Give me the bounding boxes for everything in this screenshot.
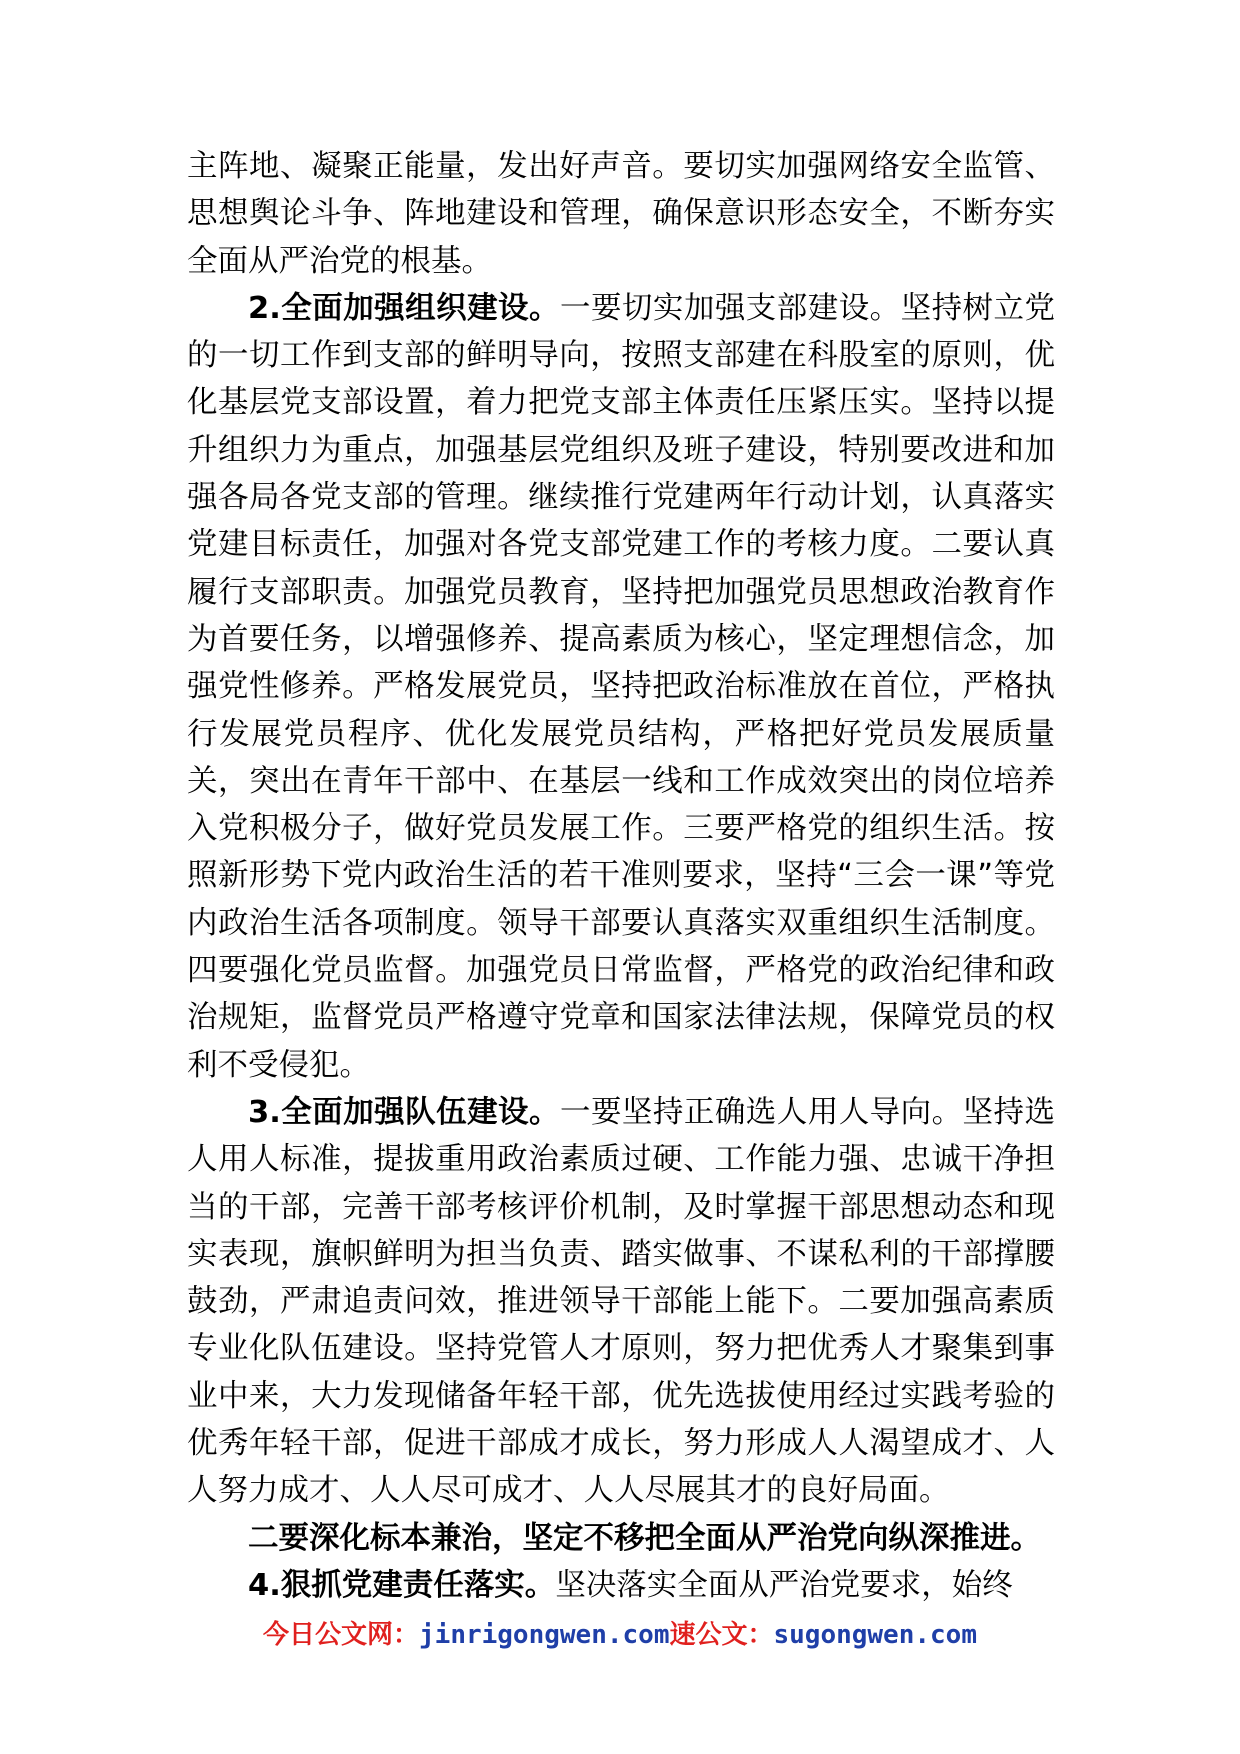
section-3-heading: 3.全面加强队伍建设。 <box>248 1094 560 1130</box>
paragraph-continuation: 主阵地、凝聚正能量，发出好声音。要切实加强网络安全监管、思想舆论斗争、阵地建设和管理，确保意识形态安全，不断夯实全面从严治党的根基。 <box>187 149 1055 279</box>
section-2-heading: 2.全面加强组织建设。 <box>248 290 560 326</box>
paragraph-section-3 <box>187 1089 1055 1515</box>
paragraph-section-4 <box>187 1562 1055 1609</box>
section-4-body: 坚决落实全面从严治党要求，始终 <box>555 1567 1013 1603</box>
document-body <box>187 143 1055 1609</box>
paragraph-section-2 <box>187 285 1055 1089</box>
footer-watermark <box>0 1614 1240 1651</box>
section-4-heading: 4.狠抓党建责任落实。 <box>248 1567 556 1603</box>
footer-site2-name: 速公文： <box>669 1620 774 1650</box>
section-2-body: 一要切实加强支部建设。坚持树立党的一切工作到支部的鲜明导向，按照支部建在科股室的原则，优化基层党支部设置，着力把党支部主体责任压紧压实。坚持以提升组织力为重点，加强基层党组织及班子建设，特别要改进和加强各局各党支部的管理。继续推行党建两年行动计划，认真落实党建目标责任，加强对各党支部党建工作的考核力度。二要认真履行支部职责。加强党员教育，坚持把加强党员思想政治教育作为首要任务，以增强修养、提高素质为核心，坚定理想信念，加强党性修养。严格发展党员，坚持把政治标准放在首位，严格执行发展党员程序、优化发展党员结构，严格把好党员发展质量关，突出在青年干部中、在基层一线和工作成效突出的岗位培养入党积极分子，做好党员发展工作。三要严格党的组织生活。按照新形势下党内政治生活的若干准则要求，坚持“三会一课”等党内政治生活各项制度。领导干部要认真落实双重组织生活制度。四要强化党员监督。加强党员日常监督，严格党的政治纪律和政治规矩，监督党员严格遵守党章和国家法律法规，保障党员的权利不受侵犯。 <box>187 290 1055 1083</box>
part-heading: 二要深化标本兼治，坚定不移把全面从严治党向纵深推进。 <box>248 1520 1041 1556</box>
footer-site1-url[interactable]: jinrigongwen.com <box>419 1620 670 1650</box>
section-3-body: 一要坚持正确选人用人导向。坚持选人用人标准，提拔重用政治素质过硬、工作能力强、忠诚干净担当的干部，完善干部考核评价机制，及时掌握干部思想动态和现实表现，旗帜鲜明为担当负责、踏实做事、不谋私利的干部撑腰鼓劲，严肃追责问效，推进领导干部能上能下。二要加强高素质专业化队伍建设。坚持党管人才原则，努力把优秀人才聚集到事业中来，大力发现储备年轻干部，优先选拔使用经过实践考验的优秀年轻干部，促进干部成才成长，努力形成人人渴望成才、人人努力成才、人人尽可成才、人人尽展其才的良好局面。 <box>187 1094 1055 1509</box>
footer-site1-name: 今日公文网： <box>263 1620 420 1650</box>
footer-site2-url[interactable]: sugongwen.com <box>773 1620 977 1650</box>
